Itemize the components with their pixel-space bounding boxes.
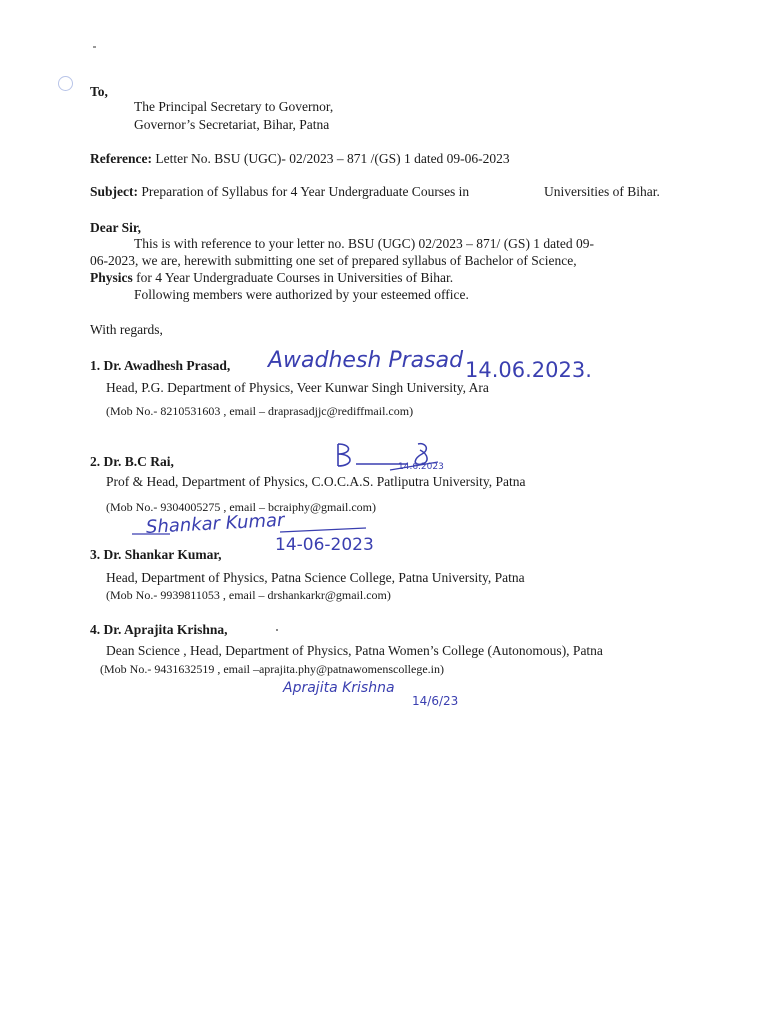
recipient-line-1: The Principal Secretary to Governor, [134, 99, 334, 114]
member-4-signature-date: 14/6/23 [412, 694, 459, 708]
subject-text-tail: Universities of Bihar. [544, 184, 660, 199]
member-1-signature-date: 14.06.2023. [465, 358, 592, 382]
member-4-name: 4. Dr. Aprajita Krishna, [90, 622, 228, 637]
punch-hole-mark [58, 76, 73, 91]
member-3-name: 3. Dr. Shankar Kumar, [90, 547, 222, 562]
body-line-3 [90, 270, 453, 286]
member-1-designation: Head, P.G. Department of Physics, Veer Kunwar Singh University, Ara [106, 380, 489, 395]
recipient-line-2: Governor’s Secretariat, Bihar, Patna [134, 117, 330, 132]
scan-speck-2 [276, 629, 278, 631]
reference-label: Reference: [90, 151, 152, 166]
closing: With regards, [90, 322, 163, 337]
member-1-contact: (Mob No.- 8210531603 , email – draprasadjjc@rediffmail.com) [106, 404, 414, 418]
greeting: Dear Sir, [90, 220, 142, 235]
member-4-designation: Dean Science , Head, Department of Physics, Patna Women’s College (Autonomous), Patna [106, 643, 603, 658]
scan-speck [93, 46, 96, 48]
subject-line [90, 184, 469, 200]
member-4-contact: (Mob No.- 9431632519 , email –aprajita.phy@patnawomenscollege.in) [100, 662, 444, 676]
member-2-designation: Prof & Head, Department of Physics, C.O.C.A.S. Patliputra University, Patna [106, 474, 526, 489]
member-4-signature: Aprajita Krishna [283, 680, 395, 696]
member-3-signature: Shankar Kumar [145, 509, 285, 538]
reference-text: Letter No. BSU (UGC)- 02/2023 – 871 /(GS) 1 dated 09-06-2023 [155, 151, 510, 166]
member-1-name: 1. Dr. Awadhesh Prasad, [90, 358, 231, 373]
body-line-3-rest: for 4 Year Undergraduate Courses in Universities of Bihar. [132, 270, 454, 285]
salutation-to: To, [90, 84, 108, 99]
member-1-signature: Awadhesh Prasad [268, 348, 464, 373]
member-2-signature-date: 14.6.2023 [398, 462, 444, 472]
member-2-name: 2. Dr. B.C Rai, [90, 454, 174, 469]
member-3-designation: Head, Department of Physics, Patna Science College, Patna University, Patna [106, 570, 525, 585]
body-line-3-bold: Physics [90, 270, 133, 285]
body-line-2: 06-2023, we are, herewith submitting one set of prepared syllabus of Bachelor of Science, [90, 253, 577, 268]
body-line-4: Following members were authorized by your esteemed office. [134, 287, 469, 302]
member-3-contact: (Mob No.- 9939811053 , email – drshankarkr@gmail.com) [106, 588, 391, 602]
subject-label: Subject: [90, 184, 138, 199]
member-3-signature-date: 14-06-2023 [275, 535, 374, 555]
body-line-1: This is with reference to your letter no. BSU (UGC) 02/2023 – 871/ (GS) 1 dated 09- [134, 236, 595, 251]
subject-text: Preparation of Syllabus for 4 Year Undergraduate Courses in [141, 184, 470, 199]
member-2-contact: (Mob No.- 9304005275 , email – bcraiphy@gmail.com) [106, 500, 376, 514]
reference-line [90, 151, 510, 167]
